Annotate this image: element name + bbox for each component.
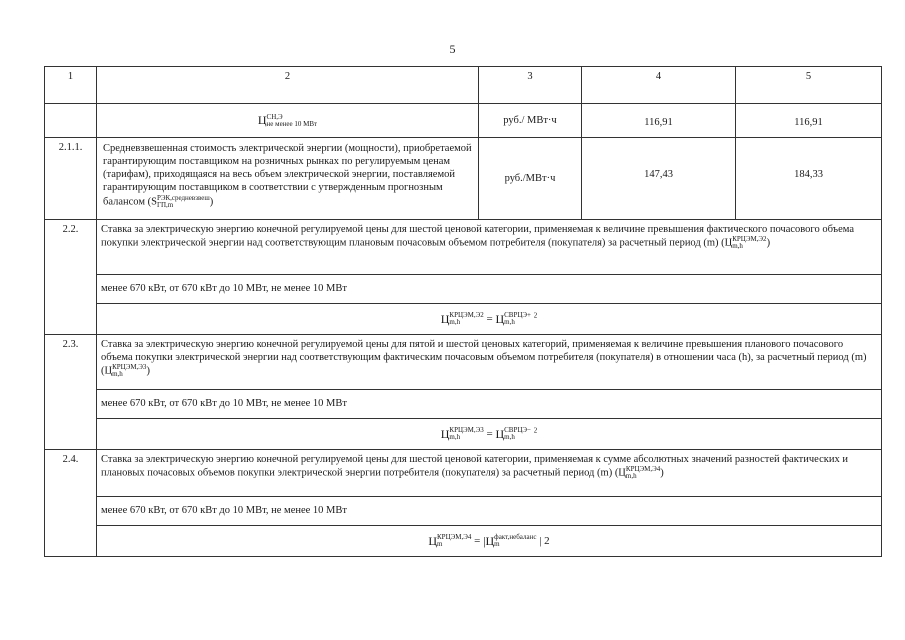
row-top-symbol: Ц СН,Э не менее 10 МВт xyxy=(97,104,479,138)
row-2-1-1-text: Средневзвешенная стоимость электрической энергии (мощности), приобретаемой гарантирующим поставщиком на розничных рынках по регулируемым ценам (тарифам), приходящаяся на весь объем электрической энергии, поставляемой гарантирующим поставщиком в соответствии с утвержденным прогнозным балансом (S РЭК,средневзвеш ГП,m ) xyxy=(97,138,479,220)
table-row-2-2 xyxy=(45,220,882,275)
row-2-2-voltage-range: менее 670 кВт, от 670 кВт до 10 МВт, не менее 10 МВт xyxy=(97,275,882,304)
table-row-2-4 xyxy=(45,450,882,497)
row-2-1-1-value-4: 147,43 xyxy=(582,138,736,220)
row-2-4-subrow xyxy=(45,497,882,526)
row-2-2-formula: Ц КРЦЭМ,Э2 m,h = Ц СВРЦЭ+ m,h $^2$ xyxy=(97,304,882,335)
row-2-4-voltage-range: менее 670 кВт, от 670 кВт до 10 МВт, не менее 10 МВт xyxy=(97,497,882,526)
row-2-2-formula-row xyxy=(45,304,882,335)
row-top-value-5: 116,91 xyxy=(736,104,882,138)
row-2-3-formula-row xyxy=(45,419,882,450)
row-2-1-1-num: 2.1.1. xyxy=(45,138,97,220)
row-2-4-formula-row xyxy=(45,526,882,557)
row-top-value-4: 116,91 xyxy=(582,104,736,138)
row-2-3-formula: Ц КРЦЭМ,Э3 m,h = Ц СВРЦЭ− m,h $^2$ xyxy=(97,419,882,450)
page-number: 5 xyxy=(449,42,456,56)
row-top-num xyxy=(45,104,97,138)
row-2-3-voltage-range: менее 670 кВт, от 670 кВт до 10 МВт, не менее 10 МВт xyxy=(97,390,882,419)
row-2-4-formula: Ц КРЦЭМ,Э4 m = |Ц факт,небаланс m | 2 xyxy=(97,526,882,557)
row-2-4-num: 2.4. xyxy=(45,450,97,557)
row-2-4-text: Ставка за электрическую энергию конечной регулируемой цены для шестой ценовой категории, применяемая к сумме абсолютных значений разностей фактических и плановых почасовых объемов покупки электрической энергии потребителя (покупателя) за расчетный период (m) (Ц КРЦЭМ,Э4 m,h ) xyxy=(97,450,882,497)
header-col-5: 5 xyxy=(736,67,882,104)
row-2-2-text: Ставка за электрическую энергию конечной регулируемой цены для шестой ценовой категории, применяемая к величине превышения фактического почасового объема покупки электрической энергии над соответствующим плановым почасовым объемом потребителя (покупателя) за расчетный период (m) (Ц КРЦЭМ,Э2 m,h ) xyxy=(97,220,882,275)
header-col-3: 3 xyxy=(479,67,582,104)
row-2-3-text: Ставка за электрическую энергию конечной регулируемой цены для пятой и шестой ценовых категорий, применяемая к величине превышения планового почасового объема покупки электрической энергии над соответствующим фактическим почасовым объемом потребителя (покупателя) в отношении часа (h), за расчетный период (m) (Ц КРЦЭМ,Э3 m,h ) xyxy=(97,335,882,390)
row-2-1-1-value-5: 184,33 xyxy=(736,138,882,220)
row-2-1-1-unit: руб./МВт·ч xyxy=(479,138,582,220)
table-row-2-1-1 xyxy=(45,138,882,220)
tariff-table xyxy=(44,66,882,557)
header-col-1: 1 xyxy=(45,67,97,104)
row-2-2-subrow xyxy=(45,275,882,304)
row-2-3-num: 2.3. xyxy=(45,335,97,450)
row-top-unit: руб./ МВт·ч xyxy=(479,104,582,138)
header-col-2: 2 xyxy=(97,67,479,104)
row-2-3-subrow xyxy=(45,390,882,419)
row-2-2-num: 2.2. xyxy=(45,220,97,335)
table-row-2-3 xyxy=(45,335,882,390)
table-row-top xyxy=(45,104,882,138)
header-row xyxy=(45,67,882,104)
header-col-4: 4 xyxy=(582,67,736,104)
